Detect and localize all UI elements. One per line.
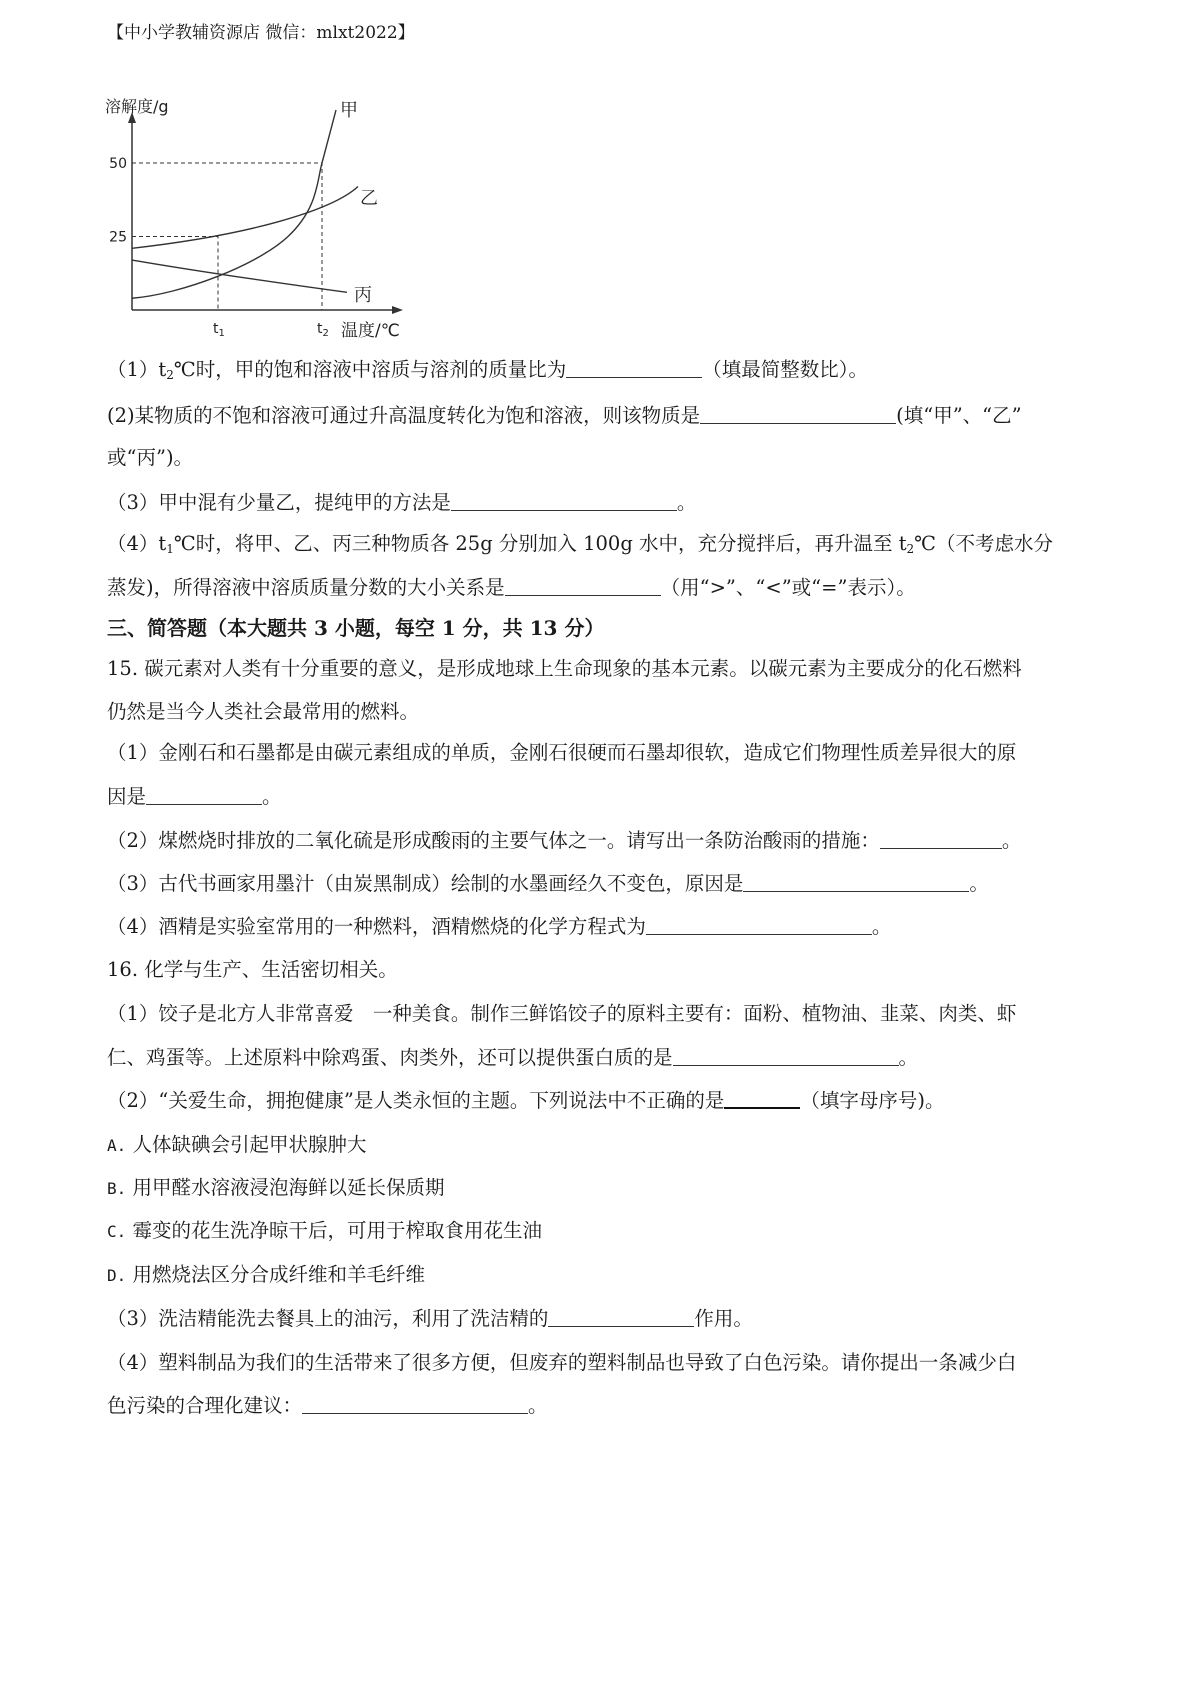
series-label: 乙 [360,188,378,210]
series-line-bing [132,260,347,292]
q14-part4-cont: 蒸发)，所得溶液中溶质质量分数的大小关系是 （用“>”、“<”或“=”表示）。 [107,576,916,599]
answer-blank[interactable] [673,1047,899,1066]
solubility-chart [105,96,415,356]
answer-blank[interactable] [505,577,661,596]
answer-blank[interactable] [700,405,896,424]
q15-intro-cont: 仍然是当今人类社会最常用的燃料。 [107,700,420,723]
series-line-yi [132,187,358,249]
x-tick-label: $t_2$ [317,321,329,339]
y-tick-label: 25 [109,229,127,246]
answer-blank[interactable] [451,492,677,511]
option-letter: C. [107,1222,127,1241]
option-b[interactable]: B. 用甲醛水溶液浸泡海鲜以延长保质期 [107,1176,445,1199]
answer-blank[interactable] [302,1395,528,1414]
q15-part1-cont: 因是 。 [107,785,282,808]
q14-part3: （3）甲中混有少量乙，提纯甲的方法是 。 [107,491,697,514]
q15-part2: （2）煤燃烧时排放的二氧化硫是形成酸雨的主要气体之一。请写出一条防治酸雨的措施： 。 [107,829,1022,852]
answer-blank[interactable] [146,786,262,805]
q16-part1-cont: 仁、鸡蛋等。上述原料中除鸡蛋、肉类外，还可以提供蛋白质的是 。 [107,1046,919,1069]
q16-intro: 16. 化学与生产、生活密切相关。 [107,958,398,981]
answer-blank[interactable] [743,873,969,892]
y-axis-label: 溶解度/g [105,97,169,116]
option-letter: A. [107,1136,127,1155]
q14-part1: $(1)t_2℃$时，甲的饱和溶液中溶质与溶剂的质量比为 （填最简整数比）。 [107,358,868,382]
q14-part4: $(4)t_1℃$时，将甲、乙、丙三种物质各 25g 分别加入 100g 水中，充分搅拌后，再升温至 $t_2℃$（不考虑水分 [107,532,1053,556]
answer-blank[interactable] [566,359,702,378]
q16-part1: （1）饺子是北方人非常喜爱 一种美食。制作三鲜馅饺子的原料主要有：面粉、植物油、韭菜、肉类、虾 [107,1002,1017,1025]
q15-part1: （1）金刚石和石墨都是由碳元素组成的单质，金刚石很硬而石墨却很软，造成它们物理性质差异很大的原 [107,741,1017,764]
answer-blank[interactable] [880,830,1002,849]
header-watermark: 【中小学教辅资源店 微信：mlxt2022】 [107,23,415,43]
x-tick-label: $t_1$ [213,321,225,339]
answer-blank[interactable] [548,1308,694,1327]
q15-intro: 15. 碳元素对人类有十分重要的意义，是形成地球上生命现象的基本元素。以碳元素为主要成分的化石燃料 [107,657,1022,680]
q15-part4: （4）酒精是实验室常用的一种燃料，酒精燃烧的化学方程式为 。 [107,915,892,938]
guide-line-25 [132,237,218,311]
section-title: 三、简答题（本大题共 3 小题，每空 1 分，共 13 分） [107,616,605,640]
y-tick-label: 50 [109,156,127,172]
q14-part2: (2)某物质的不饱和溶液可通过升高温度转化为饱和溶液，则该物质是 (填“甲”、“乙” [107,404,1022,427]
series-line-jia [132,110,336,298]
option-d[interactable]: D. 用燃烧法区分合成纤维和羊毛纤维 [107,1263,425,1286]
series-label: 丙 [354,285,372,307]
q14-part2-cont: 或“丙”)。 [107,446,194,469]
q16-part3: （3）洗洁精能洗去餐具上的油污，利用了洗洁精的 作用。 [107,1307,753,1330]
option-letter: B. [107,1179,127,1198]
q16-part2: （2）“关爱生命，拥抱健康”是人类永恒的主题。下列说法中不正确的是 （填字母序号)。 [107,1089,945,1112]
option-a[interactable]: A. 人体缺碘会引起甲状腺肿大 [107,1133,367,1156]
option-letter: D. [107,1266,127,1285]
q15-part3: （3）古代书画家用墨汁（由炭黑制成）绘制的水墨画经久不变色，原因是 。 [107,872,989,895]
option-c[interactable]: C. 霉变的花生洗净晾干后，可用于榨取食用花生油 [107,1219,542,1242]
x-axis-label: 温度/℃ [341,321,400,341]
answer-blank[interactable] [646,916,872,935]
q16-part4: （4）塑料制品为我们的生活带来了很多方便，但废弃的塑料制品也导致了白色污染。请你提出一条减少白 [107,1351,1017,1374]
series-label: 甲 [340,99,358,121]
answer-blank[interactable] [724,1089,800,1109]
q16-part4-cont: 色污染的合理化建议： 。 [107,1394,548,1417]
x-axis-arrow [392,306,403,314]
